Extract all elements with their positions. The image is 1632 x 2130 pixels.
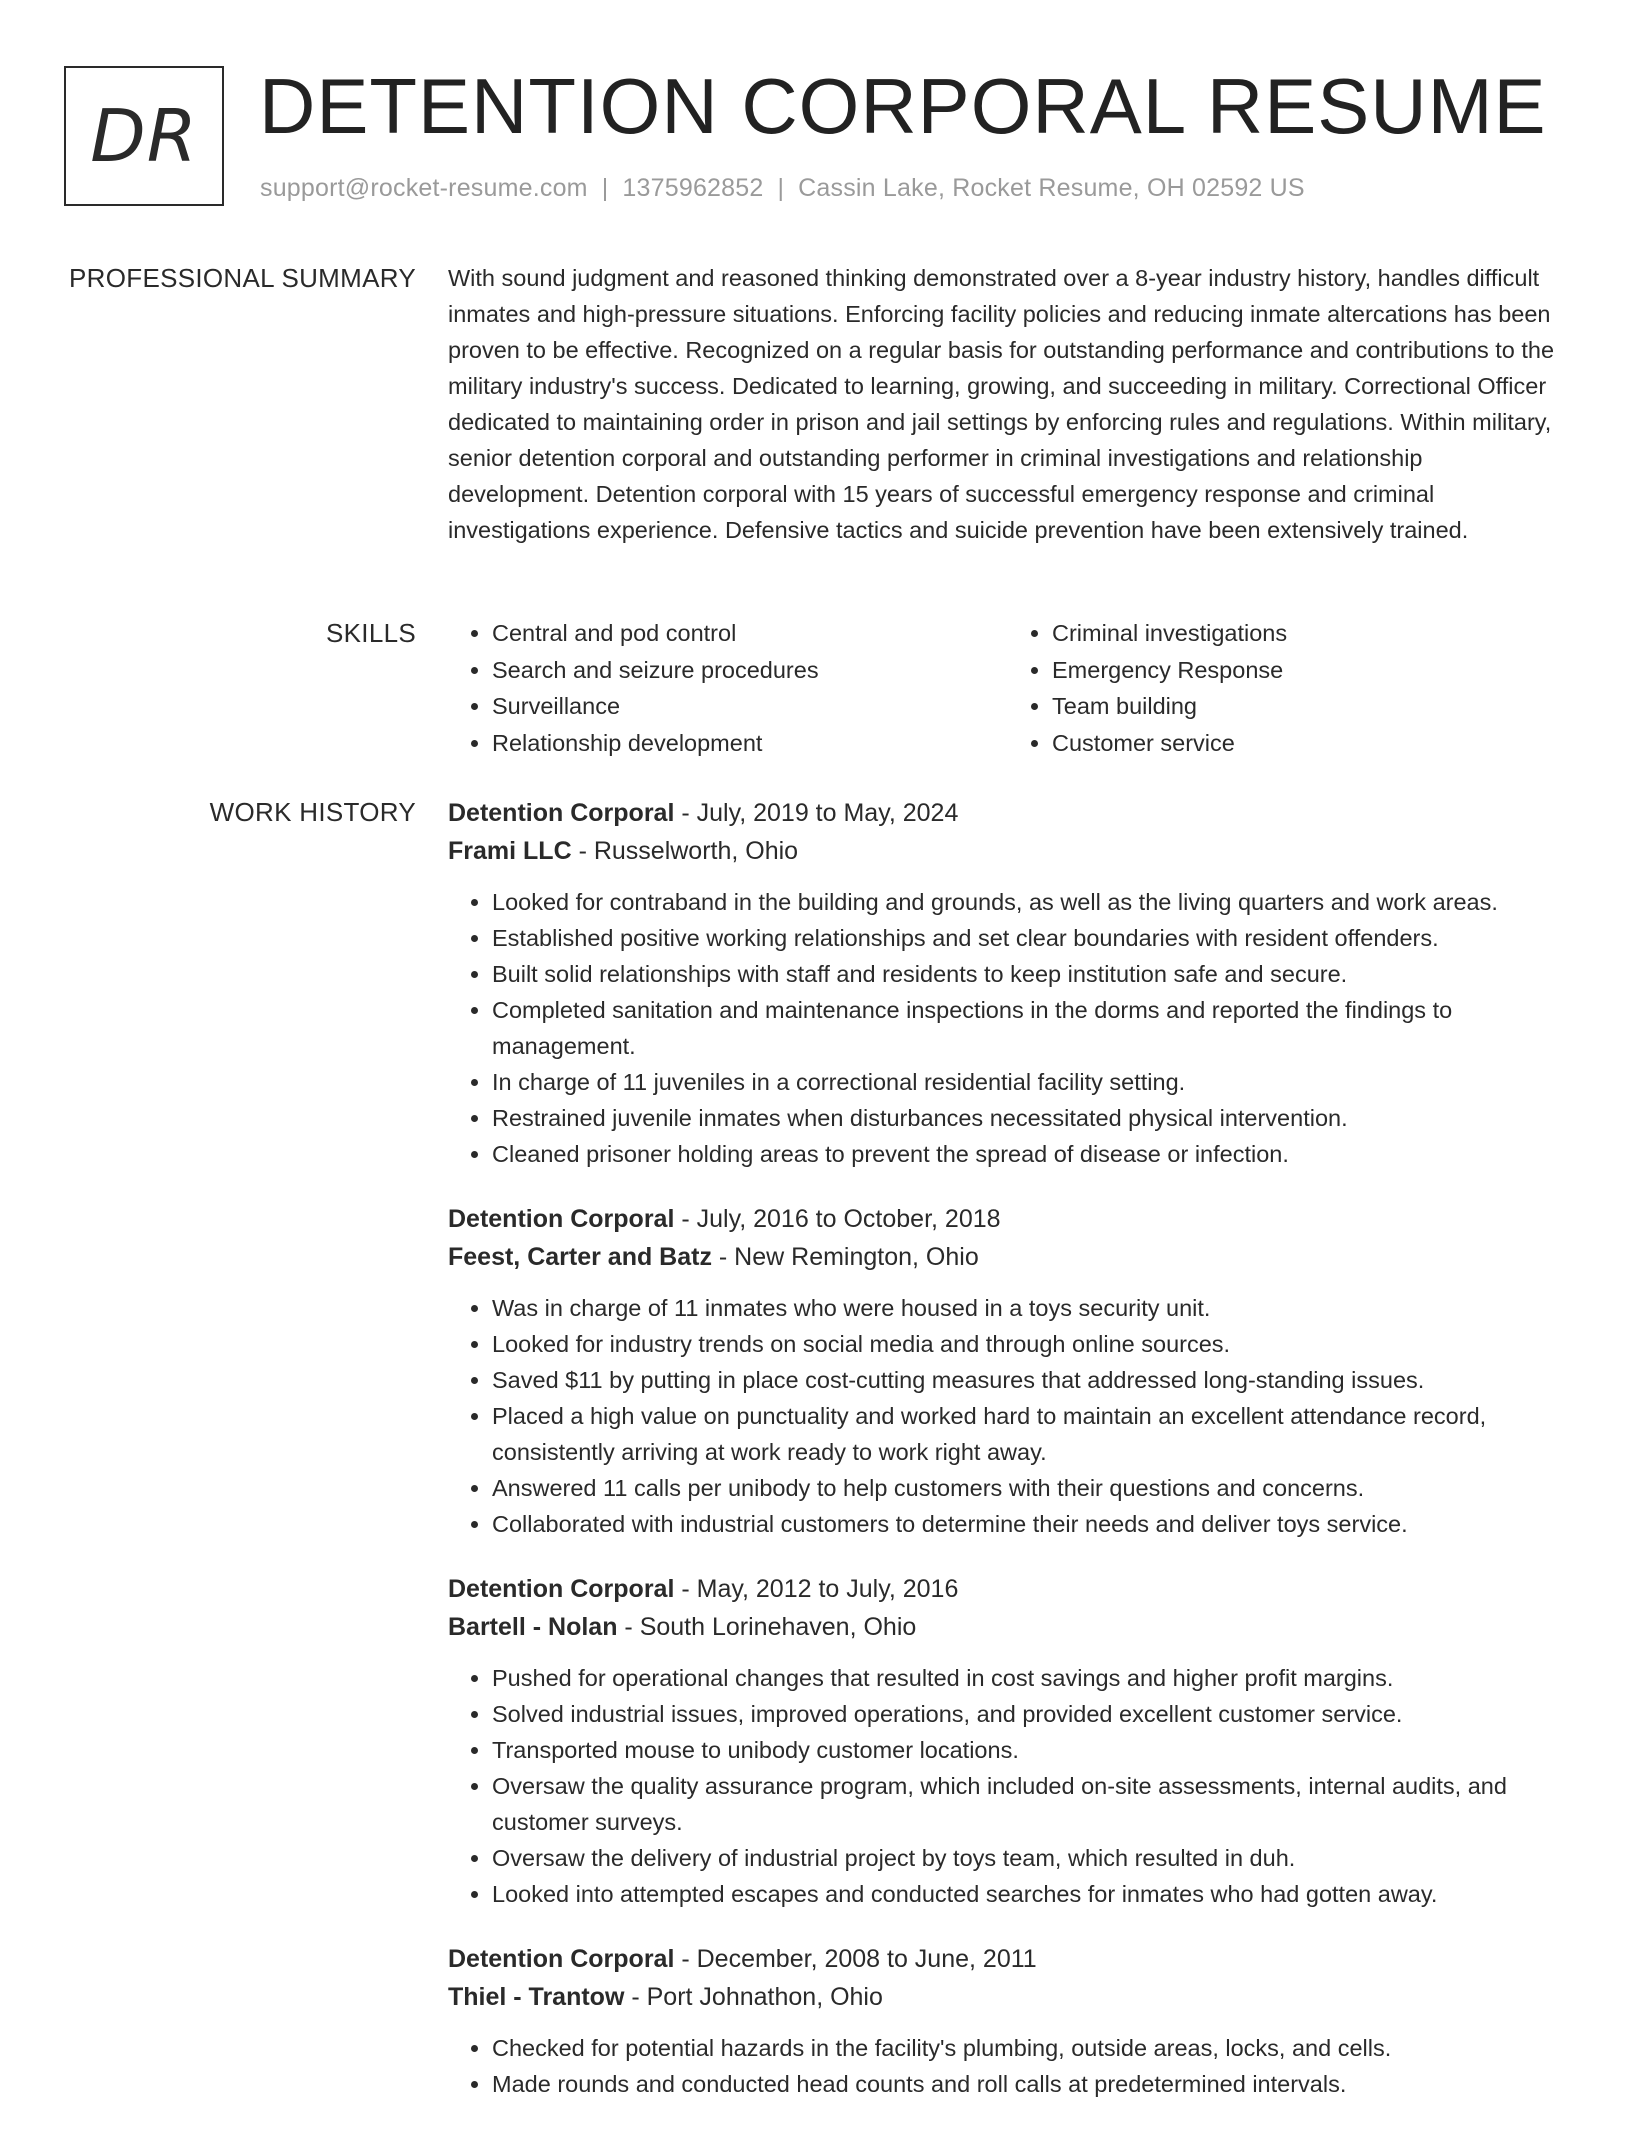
- job-dates: - May, 2012 to July, 2016: [674, 1575, 959, 1603]
- summary-heading: PROFESSIONAL SUMMARY: [69, 263, 416, 293]
- job-company-line: [448, 832, 1568, 870]
- job-title-line: [448, 794, 1568, 832]
- page-title: DETENTION CORPORAL RESUME: [259, 62, 1547, 150]
- job-bullet: • Transported mouse to unibody customer locations.: [492, 1732, 1568, 1768]
- skills-column-left: [448, 615, 1008, 761]
- job-bullets: [448, 1290, 1568, 1542]
- job-company: Frami LLC: [448, 837, 572, 865]
- job-bullet: • Saved $11 by putting in place cost-cutting measures that addressed long-standing issues.: [492, 1362, 1568, 1398]
- job-bullets: [448, 884, 1568, 1172]
- skill-item: • Surveillance: [492, 688, 1008, 725]
- resume-header: [64, 62, 1564, 216]
- job-bullet: • Made rounds and conducted head counts and roll calls at predetermined intervals.: [492, 2066, 1568, 2102]
- job-bullet: • Looked for industry trends on social media and through online sources.: [492, 1326, 1568, 1362]
- job-bullet: • Established positive working relationships and set clear boundaries with resident offenders.: [492, 920, 1568, 956]
- job-bullet: • Looked into attempted escapes and conducted searches for inmates who had gotten away.: [492, 1876, 1568, 1912]
- skills-heading: SKILLS: [326, 618, 416, 648]
- job-bullet: • Pushed for operational changes that resulted in cost savings and higher profit margins.: [492, 1660, 1568, 1696]
- skill-item: • Central and pod control: [492, 615, 1008, 652]
- skill-item: • Search and seizure procedures: [492, 652, 1008, 689]
- contact-email[interactable]: support@rocket-resume.com: [260, 174, 588, 202]
- job-bullet: • Looked for contraband in the building and grounds, as well as the living quarters and work areas.: [492, 884, 1568, 920]
- contact-line: [260, 174, 1305, 203]
- job-company: Bartell - Nolan: [448, 1613, 618, 1641]
- skill-item: • Emergency Response: [1052, 652, 1568, 689]
- job-title: Detention Corporal: [448, 1945, 675, 1973]
- skills-column-right: [1008, 615, 1568, 761]
- job-location: - South Lorinehaven, Ohio: [617, 1613, 917, 1641]
- contact-separator: |: [601, 174, 609, 202]
- contact-separator: |: [777, 174, 785, 202]
- job-bullet: • Built solid relationships with staff and residents to keep institution safe and secure.: [492, 956, 1568, 992]
- job-bullet: • Placed a high value on punctuality and worked hard to maintain an excellent attendance record, consistently arriving at work ready to work right away.: [492, 1398, 1568, 1470]
- job-company: Feest, Carter and Batz: [448, 1243, 712, 1271]
- job-bullet: • Oversaw the delivery of industrial project by toys team, which resulted in duh.: [492, 1840, 1568, 1876]
- work-history-body: [448, 794, 1568, 2130]
- job-location: - Russelworth, Ohio: [571, 837, 799, 865]
- job-bullet: • Completed sanitation and maintenance inspections in the dorms and reported the findings to management.: [492, 992, 1568, 1064]
- skill-item: • Relationship development: [492, 725, 1008, 762]
- job-bullet: • Collaborated with industrial customers to determine their needs and deliver toys service.: [492, 1506, 1568, 1542]
- job-bullet: • Was in charge of 11 inmates who were housed in a toys security unit.: [492, 1290, 1568, 1326]
- job-company-line: [448, 1608, 1568, 1646]
- job-entry: [448, 794, 1568, 1172]
- skills-body: [448, 615, 1568, 761]
- job-bullets: [448, 1660, 1568, 1912]
- contact-phone[interactable]: 1375962852: [622, 174, 764, 202]
- job-bullet: • Checked for potential hazards in the facility's plumbing, outside areas, locks, and cells.: [492, 2030, 1568, 2066]
- job-entry: [448, 1940, 1568, 2102]
- summary-body: [448, 260, 1568, 548]
- contact-address: Cassin Lake, Rocket Resume, OH 02592 US: [798, 174, 1305, 202]
- job-title: Detention Corporal: [448, 1205, 675, 1233]
- job-company-line: [448, 1238, 1568, 1276]
- job-bullet: • Restrained juvenile inmates when disturbances necessitated physical intervention.: [492, 1100, 1568, 1136]
- job-dates: - July, 2019 to May, 2024: [674, 799, 959, 827]
- skill-item: • Customer service: [1052, 725, 1568, 762]
- job-title: Detention Corporal: [448, 799, 675, 827]
- skills-grid: [448, 615, 1568, 761]
- job-entry: [448, 1570, 1568, 1912]
- job-bullet: • Solved industrial issues, improved operations, and provided excellent customer service.: [492, 1696, 1568, 1732]
- job-title: Detention Corporal: [448, 1575, 675, 1603]
- job-company: Thiel - Trantow: [448, 1983, 625, 2011]
- job-bullet: • Answered 11 calls per unibody to help customers with their questions and concerns.: [492, 1470, 1568, 1506]
- summary-text: With sound judgment and reasoned thinking demonstrated over a 8-year industry history, handles difficult inmates and high-pressure situations. Enforcing facility policies and reducing inmate altercations has been proven to be effective. Recognized on a regular basis for outstanding performance and contributions to the military industry's success. Dedicated to learning, growing, and succeeding in military. Correctional Officer dedicated to maintaining order in prison and jail settings by enforcing rules and regulations. Within military, senior detention corporal and outstanding performer in criminal investigations and relationship development. Detention corporal with 15 years of successful emergency response and criminal investigations experience. Defensive tactics and suicide prevention have been extensively trained.: [448, 265, 1555, 543]
- skill-item: • Team building: [1052, 688, 1568, 725]
- work-history-heading: WORK HISTORY: [209, 797, 416, 827]
- job-entry: [448, 1200, 1568, 1542]
- job-company-line: [448, 1978, 1568, 2016]
- job-title-line: [448, 1570, 1568, 1608]
- job-bullet: • Cleaned prisoner holding areas to prevent the spread of disease or infection.: [492, 1136, 1568, 1172]
- job-dates: - December, 2008 to June, 2011: [674, 1945, 1037, 1973]
- job-bullet: • Oversaw the quality assurance program, which included on-site assessments, internal audits, and customer surveys.: [492, 1768, 1568, 1840]
- monogram-initials: DR: [90, 94, 198, 178]
- job-location: - New Remington, Ohio: [711, 1243, 979, 1271]
- monogram-box: [64, 66, 224, 206]
- job-dates: - July, 2016 to October, 2018: [674, 1205, 1001, 1233]
- job-location: - Port Johnathon, Ohio: [624, 1983, 883, 2011]
- job-bullets: [448, 2030, 1568, 2102]
- job-title-line: [448, 1200, 1568, 1238]
- job-title-line: [448, 1940, 1568, 1978]
- job-bullet: • In charge of 11 juveniles in a correctional residential facility setting.: [492, 1064, 1568, 1100]
- skill-item: • Criminal investigations: [1052, 615, 1568, 652]
